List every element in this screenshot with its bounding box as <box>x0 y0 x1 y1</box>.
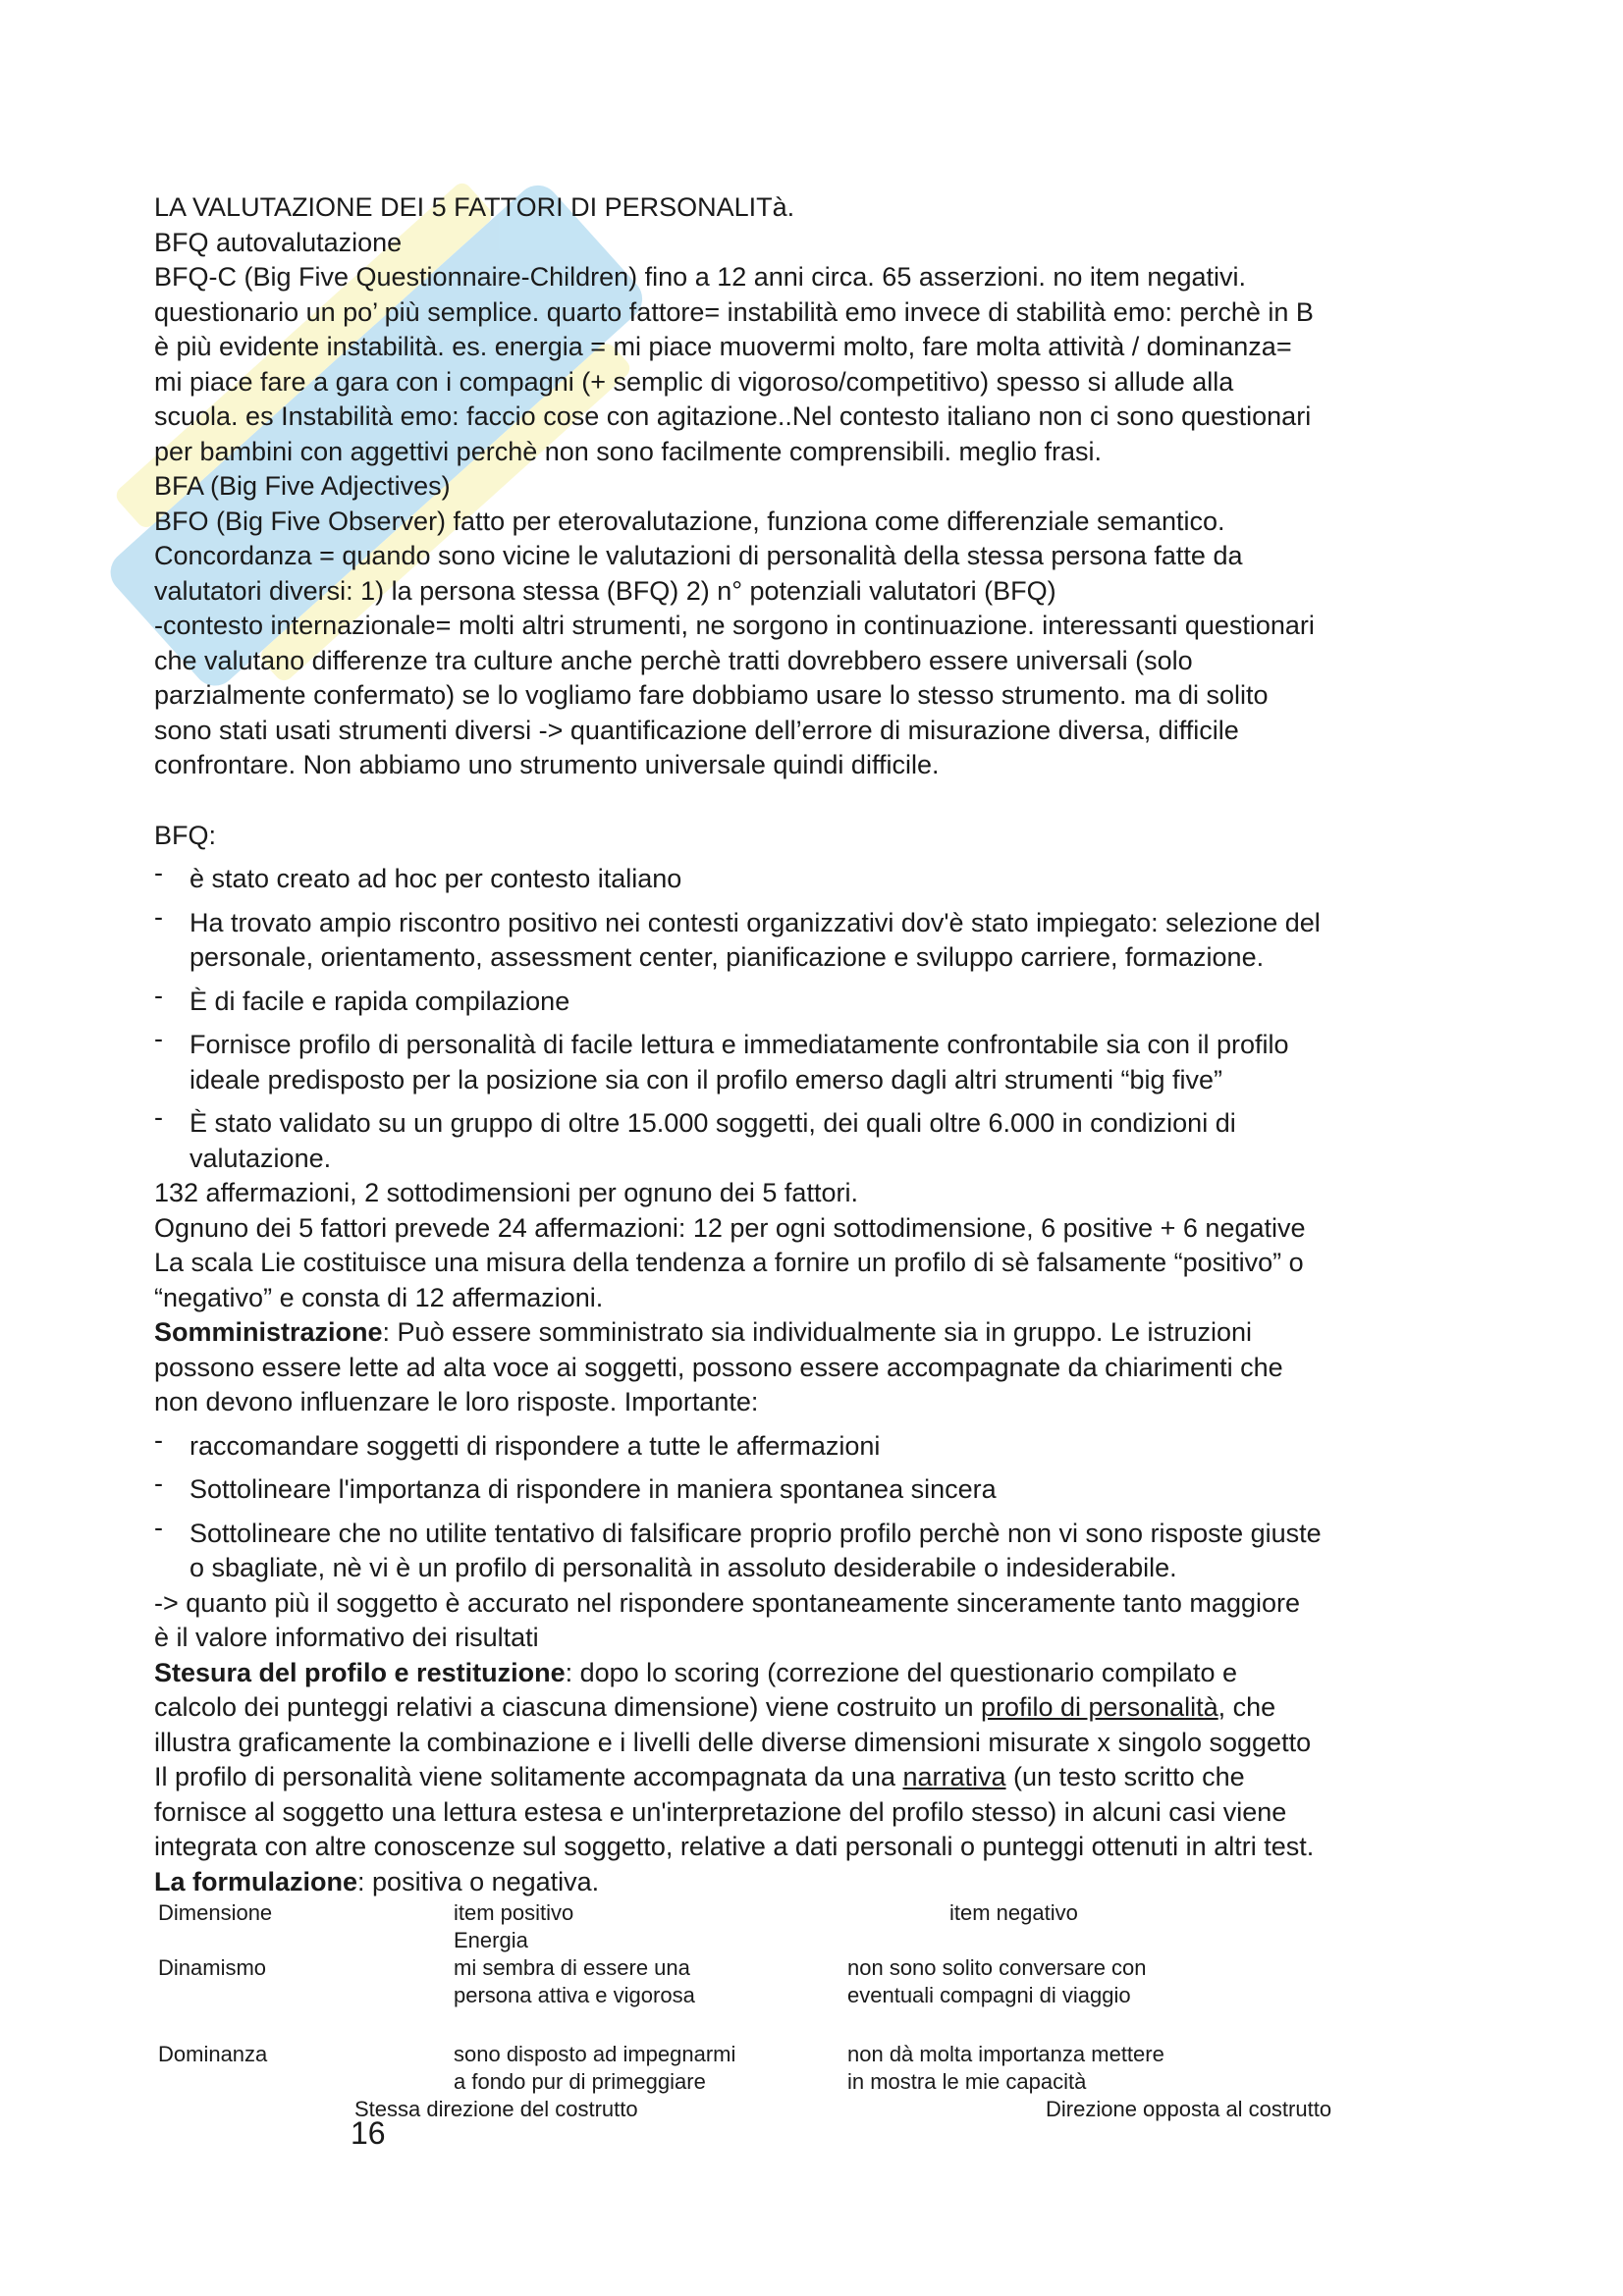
table-group-label: Energia <box>454 1928 528 1952</box>
text-line: parzialmente confermato) se lo vogliamo fare dobbiamo usare lo stesso strumento. ma di solito <box>154 680 1269 710</box>
text-line: mi piace fare a gara con i compagni (+ semplic di vigoroso/competitivo) spesso si allude alla <box>154 366 1234 397</box>
table-cell: persona attiva e vigorosa <box>454 1983 695 2007</box>
list-item: - È di facile e rapida compilazione <box>154 980 570 1016</box>
text-line: per bambini con aggettivi perchè non sono facilmente comprensibili. meglio frasi. <box>154 436 1102 466</box>
table-cell: mi sembra di essere una <box>454 1955 690 1980</box>
text-line: valutatori diversi: 1) la persona stessa (BFQ) 2) n° potenziali valutatori (BFQ) <box>154 575 1056 606</box>
list-item: - Sottolineare che no utilite tentativo di falsificare proprio profilo perchè non vi sono risposte giuste o sbagliate, nè vi è un profilo di personalità in assoluto desiderabile o indesiderabile. <box>154 1512 1322 1582</box>
text-line: confrontare. Non abbiamo uno strumento universale quindi difficile. <box>154 750 940 779</box>
text-line: BFO (Big Five Observer) fatto per eterovalutazione, funziona come differenziale semantico. <box>154 506 1225 536</box>
text-line: -> quanto più il soggetto è accurato nel rispondere spontaneamente sinceramente tanto maggiore <box>154 1587 1300 1618</box>
stesura-section: Stesura del profilo e restituzione: dopo lo scoring (correzione del questionario compilato e calcolo dei punteggi relativi a ciascuna dimensione) viene costruito un profilo di personalità, che illustra graficamente la combinazione e i livelli delle diverse dimensioni misurate x singolo soggetto Il profilo di personalità viene solitamente accompagnata da una narrativa (un testo scritto che fornisce al soggetto una lettura estesa e un'interpretazione del profilo stesso) in alcuni casi viene integrata con altre conoscenze sul soggetto, relative a dati personali o punteggi ottenuti in altri test. <box>154 1656 1489 1865</box>
text-line: Ognuno dei 5 fattori prevede 24 affermazioni: 12 per ogni sottodimensione, 6 positive + 6 negative <box>154 1212 1306 1243</box>
underlined-term: profilo di personalità <box>980 1692 1218 1722</box>
text-line: “negativo” e consta di 12 affermazioni. <box>154 1282 604 1312</box>
document-body <box>154 190 1489 2140</box>
text-line: -contesto internazionale= molti altri strumenti, ne sorgono in continuazione. interessanti questionari <box>154 611 1315 640</box>
section-label: Stesura del profilo e restituzione <box>154 1657 566 1687</box>
list-item: - raccomandare soggetti di rispondere a tutte le affermazioni <box>154 1424 881 1461</box>
text-line: illustra graficamente la combinazione e i livelli delle diverse dimensioni misurate x singolo soggetto <box>154 1727 1312 1757</box>
document-subtitle: BFQ autovalutazione <box>154 227 403 257</box>
formulazione-line: La formulazione: positiva o negativa. <box>154 1866 600 1896</box>
section-label: Somministrazione <box>154 1317 383 1347</box>
page-number: 16 <box>351 2115 386 2151</box>
text-line: BFQ-C (Big Five Questionnaire-Children) fino a 12 anni circa. 65 asserzioni. no item negativi. <box>154 262 1246 292</box>
text-line: che valutano differenze tra culture anche perchè tratti dovrebbero essere universali (solo <box>154 645 1193 675</box>
bfq-bullet-list <box>154 858 1489 1176</box>
list-item: - Sottolineare l'importanza di rispondere in maniera spontanea sincera <box>154 1468 997 1504</box>
table-cell: eventuali compagni di viaggio <box>847 1983 1131 2007</box>
text-line: Concordanza = quando sono vicine le valutazioni di personalità della stessa persona fatte da <box>154 541 1243 570</box>
text-line: è più evidente instabilità. es. energia = mi piace muovermi molto, fare molta attività / dominanza= <box>154 332 1292 361</box>
table-footer-right: Direzione opposta al costrutto <box>1046 2097 1332 2121</box>
table-header: item positivo <box>454 1900 574 1925</box>
table-cell: in mostra le mie capacità <box>847 2069 1087 2094</box>
bfq-details <box>154 1176 1489 1315</box>
text-line: è il valore informativo dei risultati <box>154 1623 539 1652</box>
text-line: fornisce al soggetto una lettura estesa e un'interpretazione del profilo stesso) in alcuni casi viene <box>154 1796 1287 1827</box>
table-cell: Dominanza <box>158 2042 268 2066</box>
item-table <box>154 1899 1489 2140</box>
list-item: - È stato validato su un gruppo di oltre 15.000 soggetti, dei quali oltre 6.000 in condizioni di valutazione. <box>154 1102 1236 1173</box>
table-cell: Dinamismo <box>158 1955 267 1980</box>
text-line: BFA (Big Five Adjectives) <box>154 471 451 501</box>
table-cell: non sono solito conversare con <box>847 1955 1147 1980</box>
bfq-label: BFQ: <box>154 820 217 850</box>
somministrazione-section: Somministrazione: Può essere somministrato sia individualmente sia in gruppo. Le istruzioni possono essere lette ad alta voce ai soggetti, possono essere accompagnate da chiarimenti che non devono influenzare le loro risposte. Importante: <box>154 1315 1489 1420</box>
table-footer-left: Stessa direzione del costrutto <box>354 2097 638 2121</box>
document-title: LA VALUTAZIONE DEI 5 FATTORI DI PERSONALITà. <box>154 192 795 222</box>
text-line: questionario un po’ più semplice. quarto fattore= instabilità emo invece di stabilità emo: perchè in B <box>154 296 1314 327</box>
text-line: scuola. es Instabilità emo: faccio cose con agitazione..Nel contesto italiano non ci sono questionari <box>154 401 1312 431</box>
text-line: integrata con altre conoscenze sul soggetto, relative a dati personali o punteggi ottenuti in altri test. <box>154 1832 1315 1861</box>
text-line: 132 affermazioni, 2 sottodimensioni per ognuno dei 5 fattori. <box>154 1178 858 1207</box>
list-item: - Ha trovato ampio riscontro positivo nei contesti organizzativi dov'è stato impiegato: selezione del personale, orientamento, assessment center, pianificazione e sviluppo carriere, formazione. <box>154 901 1321 972</box>
text-line: La scala Lie costituisce una misura della tendenza a fornire un profilo di sè falsamente “positivo” o <box>154 1248 1304 1277</box>
text-line: sono stati usati strumenti diversi -> quantificazione dell’errore di misurazione diversa, difficile <box>154 715 1239 745</box>
table-cell: non dà molta importanza mettere <box>847 2042 1164 2066</box>
intro-paragraph <box>154 260 1489 783</box>
list-item: - Fornisce profilo di personalità di facile lettura e immediatamente confrontabile sia con il profilo ideale predisposto per la posizione sia con il profilo emerso dagli altri strumenti “big five” <box>154 1024 1289 1095</box>
text-line: possono essere lette ad alta voce ai soggetti, possono essere accompagnate da chiarimenti che <box>154 1352 1283 1382</box>
underlined-term: narrativa <box>902 1762 1006 1791</box>
table-header: Dimensione <box>158 1900 273 1925</box>
table-cell: sono disposto ad impegnarmi <box>454 2042 736 2066</box>
instructions-bullet-list <box>154 1424 1489 1586</box>
table-cell: a fondo pur di primeggiare <box>454 2069 706 2094</box>
table-header: item negativo <box>949 1900 1078 1925</box>
list-item: - è stato creato ad hoc per contesto italiano <box>154 858 682 893</box>
text-line: non devono influenzare le loro risposte. Importante: <box>154 1387 759 1416</box>
